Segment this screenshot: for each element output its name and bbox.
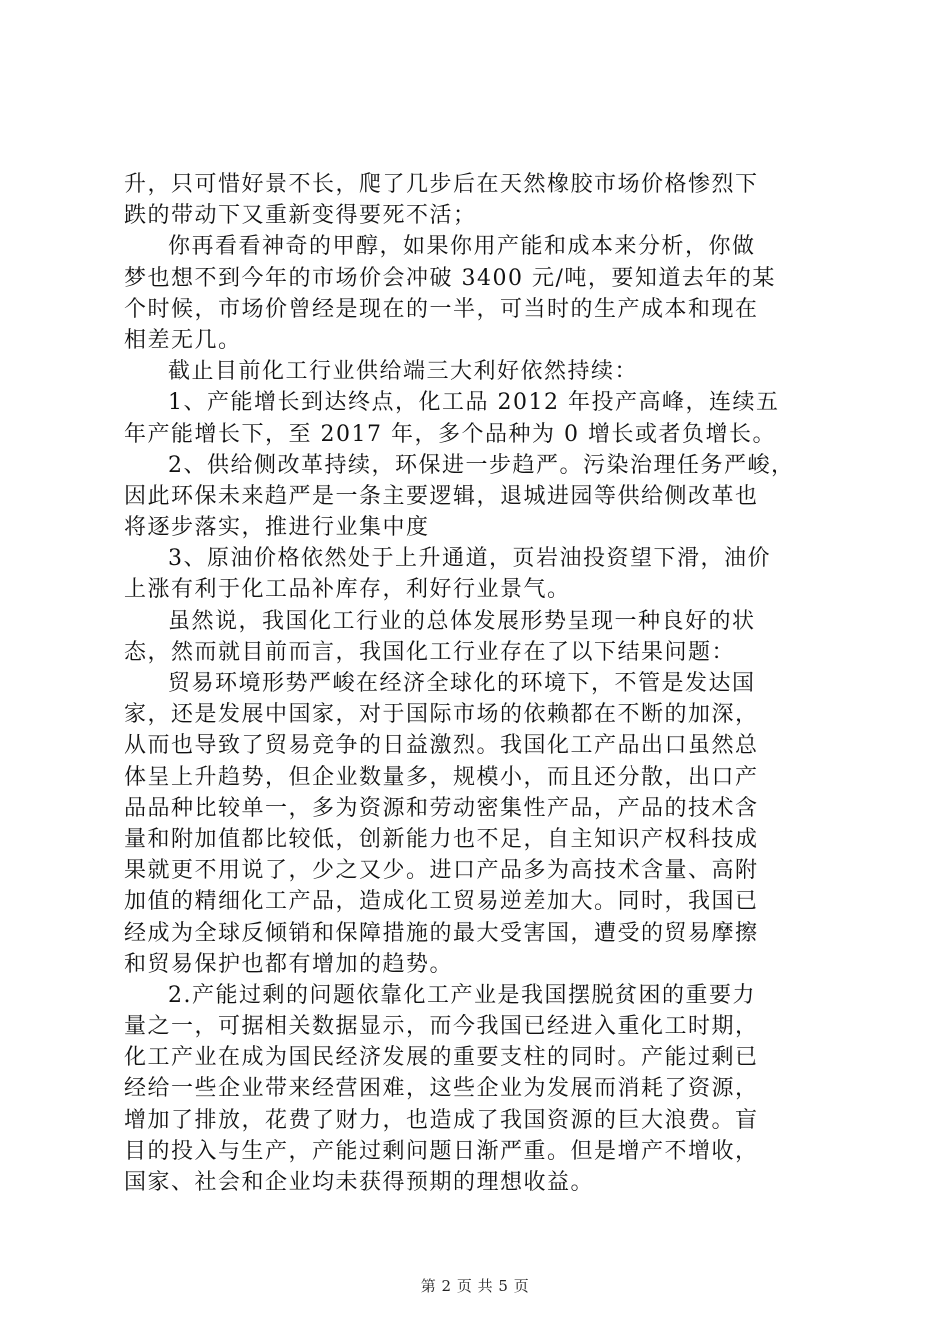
paragraph-line: 上涨有利于化工品补库存，利好行业景气。 bbox=[124, 577, 571, 603]
paragraph-line: 国家、社会和企业均未获得预期的理想收益。 bbox=[124, 1170, 595, 1195]
paragraph-line: 2.产能过剩的问题依靠化工产业是我国摆脱贫困的重要力 bbox=[168, 982, 756, 1008]
paragraph-line: 升，只可惜好景不长，爬了几步后在天然橡胶市场价格惨烈下 bbox=[124, 172, 759, 197]
paragraph-line: 贸易环境形势严峻在经济全球化的环境下，不管是发达国 bbox=[168, 671, 756, 696]
paragraph-line: 因此环保未来趋严是一条主要逻辑，退城进园等供给侧改革也 bbox=[124, 483, 759, 509]
paragraph-line: 果就更不用说了，少之又少。进口产品多为高技术含量、高附 bbox=[124, 858, 759, 884]
paragraph-line: 和贸易保护也都有增加的趋势。 bbox=[124, 951, 454, 977]
paragraph-line: 量和附加值都比较低，创新能力也不足，自主知识产权科技成 bbox=[124, 826, 759, 852]
page-number-footer: 第 2 页 共 5 页 bbox=[420, 1277, 530, 1295]
paragraph-line: 经成为全球反倾销和保障措施的最大受害国，遭受的贸易摩擦 bbox=[124, 920, 759, 946]
paragraph-line: 你再看看神奇的甲醇，如果你用产能和成本来分析，你做 bbox=[168, 234, 756, 260]
paragraph-line: 目的投入与生产，产能过剩问题日渐严重。但是增产不增收， bbox=[124, 1138, 759, 1164]
paragraph-line: 虽然说，我国化工行业的总体发展形势呈现一种良好的状 bbox=[168, 608, 756, 634]
paragraph-line: 量之一，可据相关数据显示，而今我国已经进入重化工时期， bbox=[124, 1014, 759, 1040]
paragraph-line: 体呈上升趋势，但企业数量多，规模小，而且还分散，出口产 bbox=[124, 764, 759, 790]
paragraph-line: 家，还是发展中国家，对于国际市场的依赖都在不断的加深， bbox=[124, 702, 759, 728]
paragraph-line: 将逐步落实，推进行业集中度 bbox=[124, 515, 430, 541]
document-body bbox=[124, 169, 844, 1198]
paragraph-line: 1、产能增长到达终点，化工品 2012 年投产高峰，连续五 bbox=[168, 390, 780, 416]
paragraph-line: 增加了排放，花费了财力，也造成了我国资源的巨大浪费。盲 bbox=[124, 1107, 759, 1133]
paragraph-line: 化工产业在成为国民经济发展的重要支柱的同时。产能过剩已 bbox=[124, 1045, 759, 1071]
paragraph-line: 截止目前化工行业供给端三大利好依然持续： bbox=[168, 359, 639, 385]
paragraph-line: 梦也想不到今年的市场价会冲破 3400 元/吨，要知道去年的某 bbox=[124, 265, 776, 291]
paragraph-line: 从而也导致了贸易竞争的日益激烈。我国化工产品出口虽然总 bbox=[124, 733, 759, 759]
paragraph-line: 经给一些企业带来经营困难，这些企业为发展而消耗了资源， bbox=[124, 1076, 759, 1102]
paragraph-line: 年产能增长下，至 2017 年，多个品种为 0 增长或者负增长。 bbox=[124, 421, 776, 447]
paragraph-line: 3、原油价格依然处于上升通道，页岩油投资望下滑，油价 bbox=[168, 546, 771, 572]
paragraph-line: 相差无几。 bbox=[124, 327, 242, 353]
paragraph-line: 个时候，市场价曾经是现在的一半，可当时的生产成本和现在 bbox=[124, 296, 759, 322]
paragraph-line: 态，然而就目前而言，我国化工行业存在了以下结果问题： bbox=[124, 639, 736, 665]
paragraph-line: 加值的精细化工产品，造成化工贸易逆差加大。同时，我国已 bbox=[124, 889, 759, 915]
paragraph-line: 跌的带动下又重新变得要死不活； bbox=[124, 203, 477, 229]
paragraph-line: 2、供给侧改革持续，环保进一步趋严。污染治理任务严峻， bbox=[168, 452, 795, 478]
paragraph-line: 品品种比较单一，多为资源和劳动密集性产品，产品的技术含 bbox=[124, 795, 759, 821]
